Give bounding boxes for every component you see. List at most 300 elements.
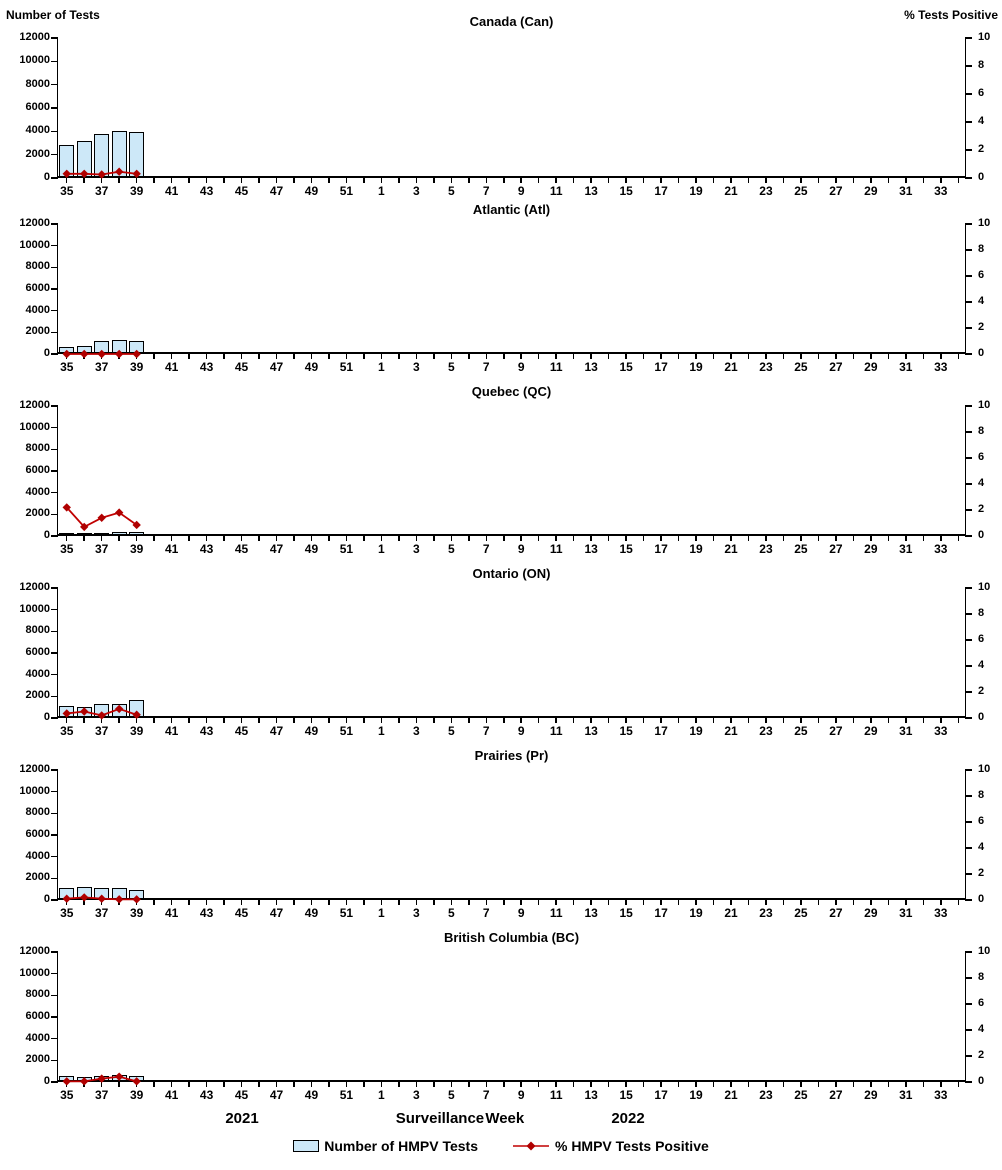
x-tick-label: 35	[60, 1088, 74, 1102]
x-tick	[520, 1082, 522, 1087]
x-tick	[520, 178, 522, 183]
pct-positive-line	[58, 38, 967, 178]
x-tick-label: 11	[549, 906, 563, 920]
x-tick-label: 39	[129, 184, 144, 198]
x-tick	[118, 354, 120, 359]
x-tick	[153, 1082, 155, 1087]
x-tick-label: 39	[129, 542, 144, 556]
diamond-marker	[98, 514, 106, 522]
x-tick	[363, 718, 365, 723]
x-tick	[905, 354, 907, 359]
x-tick	[765, 718, 767, 723]
y-right-tick-label: 2	[978, 1049, 985, 1061]
x-tick-label: 33	[934, 724, 948, 738]
x-tick	[363, 178, 365, 183]
y-right-tick-label: 8	[978, 243, 985, 255]
bar-week-37	[94, 704, 109, 716]
x-tick	[958, 536, 960, 541]
y-right-tick-label: 0	[978, 171, 985, 183]
x-tick	[66, 1082, 68, 1087]
x-tick	[713, 900, 715, 905]
plot-area	[19, 581, 991, 738]
x-tick	[748, 718, 750, 723]
x-tick	[870, 1082, 872, 1087]
x-tick	[625, 354, 627, 359]
x-tick	[555, 536, 557, 541]
y-left-tick	[51, 834, 58, 836]
x-tick	[276, 354, 278, 359]
x-tick-label: 15	[619, 184, 633, 198]
y-right-tick	[965, 717, 972, 719]
x-tick	[276, 536, 278, 541]
y-left-tick-label: 12000	[19, 399, 50, 411]
x-tick	[625, 718, 627, 723]
pct-positive-line	[58, 770, 967, 900]
x-tick	[241, 1082, 243, 1087]
x-tick	[381, 718, 383, 723]
x-tick	[136, 536, 138, 541]
x-tick	[853, 900, 855, 905]
bar-week-35	[59, 347, 74, 352]
x-tick-label: 23	[759, 906, 773, 920]
y-right-tick-label: 10	[978, 763, 991, 775]
x-tick	[800, 718, 802, 723]
x-tick-label: 7	[482, 184, 490, 198]
x-tick	[381, 900, 383, 905]
x-tick	[328, 718, 330, 723]
x-tick	[416, 536, 418, 541]
left-axis-header: Number of Tests	[6, 8, 100, 22]
x-tick-label: 43	[199, 542, 214, 556]
x-tick-label: 21	[724, 724, 738, 738]
panel-title: Ontario (ON)	[472, 566, 551, 581]
x-tick	[346, 178, 348, 183]
x-tick-label: 13	[584, 360, 598, 374]
x-tick-label: 17	[654, 1088, 668, 1102]
x-tick-label: 31	[899, 1088, 913, 1102]
x-tick-label: 29	[864, 542, 878, 556]
bar-week-36	[77, 346, 92, 353]
x-tick-label: 13	[584, 184, 598, 198]
x-tick	[940, 536, 942, 541]
x-tick	[433, 900, 435, 905]
x-tick-label: 47	[269, 360, 284, 374]
plot-area	[19, 399, 991, 556]
x-tick-label: 11	[549, 542, 563, 556]
x-tick	[451, 718, 453, 723]
x-tick	[363, 354, 365, 359]
x-tick	[888, 718, 890, 723]
y-right-tick	[965, 149, 972, 151]
x-tick	[713, 718, 715, 723]
x-tick	[905, 1082, 907, 1087]
y-left-tick-label: 4000	[25, 667, 50, 680]
plot-area	[19, 217, 991, 374]
x-tick	[818, 354, 820, 359]
x-tick	[765, 178, 767, 183]
x-tick	[853, 536, 855, 541]
x-tick	[695, 178, 697, 183]
x-tick-label: 39	[129, 360, 144, 374]
x-tick-label: 19	[689, 360, 703, 374]
y-right-tick	[965, 93, 972, 95]
y-right-tick	[965, 821, 972, 823]
x-tick	[835, 354, 837, 359]
x-tick	[83, 1082, 85, 1087]
x-tick	[468, 536, 470, 541]
x-tick-label: 45	[234, 1088, 249, 1102]
y-left-tick	[51, 1016, 58, 1018]
x-tick	[870, 536, 872, 541]
x-tick-label: 23	[759, 360, 773, 374]
y-right-tick	[965, 639, 972, 641]
x-tick	[905, 900, 907, 905]
y-left-tick	[51, 223, 58, 225]
y-left-tick-label: 8000	[25, 806, 50, 819]
x-tick	[188, 900, 190, 905]
y-left-tick-label: 12000	[19, 31, 50, 43]
y-right-tick	[965, 795, 972, 797]
x-tick-label: 49	[304, 906, 319, 920]
x-tick	[870, 718, 872, 723]
x-tick-label: 13	[584, 542, 598, 556]
panel-title: Atlantic (Atl)	[472, 202, 551, 217]
y-left-tick-label: 6000	[25, 646, 50, 658]
x-tick-label: 19	[689, 1088, 703, 1102]
x-tick	[311, 354, 313, 359]
x-tick	[835, 178, 837, 183]
x-tick	[241, 536, 243, 541]
x-tick	[153, 178, 155, 183]
x-tick	[660, 354, 662, 359]
plot-area	[19, 763, 991, 920]
x-tick-label: 51	[339, 906, 354, 920]
y-left-tick	[51, 61, 58, 63]
x-tick	[765, 354, 767, 359]
x-tick	[188, 536, 190, 541]
y-left-tick-label: 8000	[25, 624, 50, 637]
x-tick	[538, 900, 540, 905]
chart-legend	[0, 1138, 1002, 1154]
pct-positive-line	[58, 224, 967, 354]
x-tick	[398, 536, 400, 541]
x-tick	[800, 536, 802, 541]
y-right-tick-label: 0	[978, 347, 985, 359]
x-tick	[381, 1082, 383, 1087]
x-tick-label: 23	[759, 1088, 773, 1102]
x-tick	[923, 1082, 925, 1087]
x-tick	[83, 718, 85, 723]
x-tick	[660, 1082, 662, 1087]
x-tick-label: 51	[339, 542, 354, 556]
x-tick	[136, 1082, 138, 1087]
y-right-tick	[965, 327, 972, 329]
x-tick	[713, 178, 715, 183]
x-tick	[713, 1082, 715, 1087]
x-tick-label: 37	[95, 1088, 109, 1102]
y-left-tick	[51, 427, 58, 429]
x-tick	[486, 536, 488, 541]
x-tick	[136, 354, 138, 359]
x-tick-label: 21	[724, 1088, 738, 1102]
x-tick	[486, 354, 488, 359]
x-tick-label: 29	[864, 1088, 878, 1102]
x-tick	[258, 354, 260, 359]
x-tick	[433, 536, 435, 541]
x-tick	[573, 900, 575, 905]
x-tick	[923, 718, 925, 723]
x-tick-label: 35	[60, 184, 74, 198]
x-tick-label: 21	[724, 542, 738, 556]
x-tick	[870, 354, 872, 359]
x-tick	[538, 718, 540, 723]
x-tick	[590, 178, 592, 183]
y-right-tick	[965, 431, 972, 433]
bar-week-35	[59, 533, 74, 534]
x-tick-label: 3	[413, 184, 420, 198]
x-tick	[328, 1082, 330, 1087]
x-tick	[223, 178, 225, 183]
x-tick	[608, 718, 610, 723]
y-right-tick	[965, 301, 972, 303]
y-right-tick-label: 4	[978, 659, 985, 671]
x-tick	[328, 900, 330, 905]
x-tick	[783, 718, 785, 723]
y-left-tick	[51, 878, 58, 880]
y-left-tick-label: 12000	[19, 763, 50, 775]
x-tick-label: 33	[934, 542, 948, 556]
y-right-tick-label: 4	[978, 1023, 985, 1035]
x-tick	[206, 900, 208, 905]
y-left-tick-label: 0	[43, 711, 50, 723]
x-tick	[520, 536, 522, 541]
x-tick	[748, 1082, 750, 1087]
x-tick	[328, 178, 330, 183]
y-left-tick	[51, 813, 58, 815]
y-right-tick-label: 6	[978, 451, 985, 463]
x-tick	[101, 900, 103, 905]
x-tick	[608, 354, 610, 359]
x-tick	[153, 536, 155, 541]
y-right-tick-label: 10	[978, 581, 991, 593]
y-left-tick	[51, 899, 58, 901]
x-tick	[905, 536, 907, 541]
y-left-tick-label: 2000	[25, 325, 50, 338]
x-tick	[958, 178, 960, 183]
x-tick-label: 27	[829, 906, 843, 920]
y-right-tick	[965, 847, 972, 849]
x-tick	[573, 536, 575, 541]
x-tick	[381, 354, 383, 359]
y-right-tick-label: 8	[978, 971, 985, 983]
panel-title: British Columbia (BC)	[443, 930, 580, 945]
x-tick	[678, 536, 680, 541]
x-tick	[573, 178, 575, 183]
x-tick-label: 25	[794, 724, 808, 738]
bar-week-39	[129, 1076, 144, 1080]
x-tick	[573, 354, 575, 359]
x-tick-label: 45	[234, 542, 249, 556]
y-left-tick	[51, 449, 58, 451]
bar-week-35	[59, 888, 74, 898]
chart-footer	[0, 1106, 1002, 1170]
x-tick	[363, 536, 365, 541]
x-tick	[188, 1082, 190, 1087]
x-tick	[118, 900, 120, 905]
x-tick	[730, 900, 732, 905]
x-tick	[590, 900, 592, 905]
x-tick	[835, 900, 837, 905]
x-tick	[136, 718, 138, 723]
x-tick	[206, 1082, 208, 1087]
y-right-tick-label: 10	[978, 31, 991, 43]
x-tick-label: 33	[934, 360, 948, 374]
x-tick-label: 35	[60, 724, 74, 738]
x-tick-label: 1	[378, 724, 385, 738]
x-tick-label: 35	[60, 542, 74, 556]
x-tick	[503, 1082, 505, 1087]
x-tick	[625, 1082, 627, 1087]
y-left-tick-label: 12000	[19, 945, 50, 957]
x-tick	[730, 1082, 732, 1087]
y-left-tick	[51, 37, 58, 39]
x-tick	[730, 718, 732, 723]
x-tick	[486, 1082, 488, 1087]
x-tick-label: 27	[829, 724, 843, 738]
pct-positive-line	[58, 588, 967, 718]
x-tick	[660, 178, 662, 183]
bar-week-38	[112, 131, 127, 177]
bar-week-39	[129, 532, 144, 534]
pct-positive-line	[58, 952, 967, 1082]
x-tick-label: 19	[689, 542, 703, 556]
x-tick	[625, 178, 627, 183]
x-tick-label: 41	[164, 360, 179, 374]
x-tick-label: 11	[549, 360, 563, 374]
x-tick	[171, 354, 173, 359]
x-tick	[748, 354, 750, 359]
plot-area	[19, 31, 991, 198]
x-tick	[573, 718, 575, 723]
y-left-tick-label: 0	[43, 347, 50, 359]
x-tick	[538, 536, 540, 541]
x-tick	[660, 536, 662, 541]
x-tick-label: 7	[482, 1088, 490, 1102]
x-tick	[923, 536, 925, 541]
x-tick	[695, 900, 697, 905]
x-tick	[311, 718, 313, 723]
x-tick	[940, 718, 942, 723]
x-tick	[590, 718, 592, 723]
y-right-tick	[965, 457, 972, 459]
x-tick	[223, 718, 225, 723]
x-tick	[573, 1082, 575, 1087]
x-tick	[783, 354, 785, 359]
x-tick-label: 49	[304, 184, 319, 198]
y-left-tick	[51, 856, 58, 858]
panel-title: Prairies (Pr)	[474, 748, 549, 763]
x-tick-label: 35	[60, 906, 74, 920]
diamond-marker	[63, 503, 71, 511]
y-left-tick-label: 2000	[25, 1053, 50, 1066]
x-tick	[258, 178, 260, 183]
x-tick-label: 31	[899, 184, 913, 198]
x-tick	[625, 536, 627, 541]
x-tick	[608, 178, 610, 183]
x-tick	[940, 178, 942, 183]
x-tick	[748, 178, 750, 183]
x-tick	[328, 536, 330, 541]
y-left-tick	[51, 405, 58, 407]
x-tick	[293, 536, 295, 541]
y-right-tick	[965, 1029, 972, 1031]
y-left-tick-label: 8000	[25, 260, 50, 273]
y-right-tick-label: 2	[978, 321, 985, 333]
y-right-tick-label: 0	[978, 529, 985, 541]
x-tick	[643, 354, 645, 359]
x-tick	[765, 536, 767, 541]
x-tick-label: 33	[934, 906, 948, 920]
x-tick	[958, 900, 960, 905]
x-tick-label: 43	[199, 184, 214, 198]
x-tick	[835, 1082, 837, 1087]
x-tick-label: 7	[482, 542, 490, 556]
x-tick	[853, 354, 855, 359]
x-tick-label: 41	[164, 906, 179, 920]
x-tick-label: 27	[829, 184, 843, 198]
y-right-tick-label: 0	[978, 893, 985, 905]
x-tick-label: 43	[199, 906, 214, 920]
y-right-tick-label: 2	[978, 503, 985, 515]
x-tick	[520, 900, 522, 905]
y-right-tick	[965, 691, 972, 693]
y-left-tick-label: 10000	[19, 54, 50, 67]
x-tick-label: 51	[339, 1088, 354, 1102]
y-right-tick	[965, 405, 972, 407]
x-tick	[398, 900, 400, 905]
legend-item-pct	[512, 1138, 709, 1154]
x-tick	[608, 536, 610, 541]
x-tick	[311, 1082, 313, 1087]
x-tick	[783, 536, 785, 541]
x-tick	[818, 536, 820, 541]
panel-canada-can	[0, 0, 1002, 196]
y-left-tick-label: 0	[43, 893, 50, 905]
x-tick	[101, 178, 103, 183]
x-tick-label: 31	[899, 724, 913, 738]
x-tick	[276, 1082, 278, 1087]
x-tick	[923, 900, 925, 905]
x-tick-label: 27	[829, 360, 843, 374]
x-tick	[451, 178, 453, 183]
x-tick	[870, 900, 872, 905]
x-tick-label: 51	[339, 724, 354, 738]
y-left-tick-label: 2000	[25, 689, 50, 702]
x-tick-label: 17	[654, 542, 668, 556]
y-left-tick-label: 12000	[19, 217, 50, 229]
x-tick-label: 49	[304, 1088, 319, 1102]
y-right-tick-label: 8	[978, 607, 985, 619]
x-tick-label: 39	[129, 906, 144, 920]
y-left-tick	[51, 131, 58, 133]
y-right-tick-label: 2	[978, 143, 985, 155]
y-right-tick	[965, 873, 972, 875]
x-tick	[398, 354, 400, 359]
y-right-tick	[965, 483, 972, 485]
x-tick	[206, 354, 208, 359]
x-tick-label: 25	[794, 360, 808, 374]
x-tick	[241, 900, 243, 905]
